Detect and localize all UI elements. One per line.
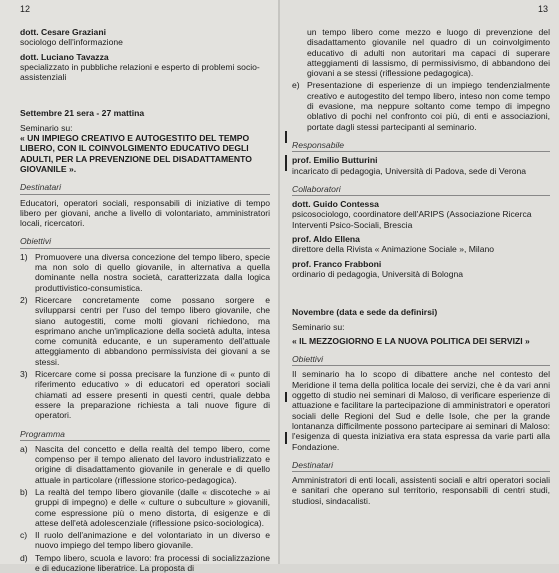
seminar-title: « IL MEZZOGIORNO E LA NUOVA POLITICA DEI SERVIZI » [292, 335, 530, 346]
obiettivi-heading: Obiettivi [20, 236, 270, 248]
left-page [0, 0, 279, 573]
person-name: prof. Aldo Ellena [292, 234, 360, 245]
person-role: specializzato in pubbliche relazioni e esperto di problemi socio-assistenziali [20, 61, 260, 83]
person-role: incaricato di pedagogia, Università di Padova, sede di Verona [292, 165, 527, 176]
person-graziani [20, 27, 270, 48]
person-role: ordinario di pedagogia, Università di Bologna [292, 268, 464, 279]
list-item: 2) Ricercare concretamente come possano sorgere e svilupparsi centri per l'uso del tempo libero giovanile, che siano autogestiti, come molti giovani richiedono, ma esprimano anche un'implicazione della società adulta, intesa come comunità educante, e un superamento dell'attuale atteggiamento di abbandono permissivista dei giovani a se stessi. [20, 294, 270, 367]
margin-mark [285, 131, 287, 143]
destinatari-text: Educatori, operatori sociali, responsabili di iniziative di tempo libero per giovani, anche a livello di volontariato, amministratori locali, ricercatori. [20, 197, 270, 229]
person-role: direttore della Rivista « Animazione Sociale », Milano [292, 244, 495, 255]
list-item: 3) Ricercare come si possa precisare la funzione di « punto di riferimento educativo » di educatori ed operatori sociali chiamati ad essere presenti in questi centri, quale debba essere la preparazione richiesta a tali nuove figure di operatori. [20, 369, 270, 421]
person-name: dott. Cesare Graziani [20, 27, 106, 37]
list-item: 1) Promuovere una diversa concezione del tempo libero, specie ma non solo di quello giovanile, in alternativa a quella dominante nella nostra società, caratterizzata dalla logica produttivistico-consumistica. [20, 251, 270, 293]
person-role: sociologo dell'informazione [20, 37, 123, 48]
list-item: c) Il ruolo dell'animazione e del volontariato in un diverso e nuovo impiego del tempo libero giovanile. [20, 530, 270, 551]
list-item: e) Presentazione di esperienze di un impiego tendenzialmente creativo e autogestito del tempo libero, inteso non come tempo di evasione, ma neppure soltanto come tempo di impegno oblativo di pochi nel confronto coi più, di enti e associazioni, portate dagli stessi partecipanti al seminario. [292, 80, 550, 132]
collaboratori-heading: Collaboratori [292, 184, 550, 196]
list-item: a) Nascita del concetto e della realtà del tempo libero, come compenso per il tempo alienato del lavoro industrializzato e origine di disadattamento giovanile in generale e di quello attuale in particolare (riflessione storico-pedagogica). [20, 443, 270, 485]
obiettivi-heading: Obiettivi [292, 354, 550, 366]
right-page [280, 0, 559, 564]
list-item: b) La realtà del tempo libero giovanile (dalle « discoteche » ai gruppi di impegno) e delle « culture o subculture » giovanili, come espressione più o meno distorta, di esigenze e di attese dell'età adolescenziale (riflessione psico-sociologica). [20, 486, 270, 528]
seminar-label: Seminario su: [292, 321, 345, 332]
seminar-date: Settembre 21 sera - 27 mattina [20, 108, 145, 119]
programma-heading: Programma [20, 429, 270, 441]
seminar-title: « UN IMPIEGO CREATIVO E AUTOGESTITO DEL TEMPO LIBERO, CON IL COINVOLGIMENTO EDUCATIVO DEGLI ADULTI, PER LA PREVENZIONE DEL DISADATTAMENTO GIOVANILE ». [20, 133, 252, 174]
seminar-date: Novembre (data e sede da definirsi) [292, 307, 438, 318]
right-column [292, 27, 550, 506]
person-name: dott. Luciano Tavazza [20, 51, 109, 62]
destinatari-heading: Destinatari [292, 460, 550, 472]
person-tavazza [20, 52, 270, 83]
destinatari-heading: Destinatari [20, 182, 270, 194]
person-name: prof. Franco Frabboni [292, 258, 382, 269]
person-name: prof. Emilio Butturini [292, 155, 378, 166]
page-number-right: 13 [538, 4, 549, 14]
obiettivi-text: Il seminario ha lo scopo di dibattere anche nel contesto del Meridione il tema della politica locale dei servizi, che è da vari anni oggetto di studio nei seminari di Maloso, di verificare esperienze di attuazione e facilitare la partecipazione di amministratori e operatori sociali delle Regioni del Sud e delle Isole, che per la grande lontananza difficilmente possono partecipare ai seminari di Maloso: l'esigenza di questa iniziativa era stata espressa da varie parti alla Fondazione. [292, 369, 550, 452]
margin-mark [285, 155, 287, 171]
left-column [20, 27, 270, 573]
list-item: d) Tempo libero, scuola e lavoro: fra processi di socializzazione e di educazione liberatrice. La proposta di [20, 552, 270, 573]
page-number-left: 12 [20, 4, 31, 14]
person-role: psicosociologo, coordinatore dell'ARIPS (Associazione Ricerca Interventi Psico-Sociali, Brescia [292, 209, 532, 230]
continued-text: un tempo libero come mezzo e luogo di prevenzione del disadattamento giovanile nel quadro di un coinvolgimento educativo di adulti non autoritari ma capaci di superare atteggiamenti di lassismo, di permissivismo, di abbandono dei giovani a se stessi (riflessione pedagogica). [307, 27, 550, 79]
destinatari-text: Amministratori di enti locali, assistenti sociali e altri operatori sociali e sanitari che operano sul territorio, responsabili di centri studi, studiosi, sindacalisti. [292, 475, 550, 506]
seminar-label: Seminario su: [20, 122, 73, 133]
margin-mark [285, 392, 287, 402]
responsabile-heading: Responsabile [292, 140, 550, 152]
person-name: dott. Guido Contessa [292, 199, 379, 210]
margin-mark [285, 432, 287, 444]
list-item [292, 27, 550, 78]
